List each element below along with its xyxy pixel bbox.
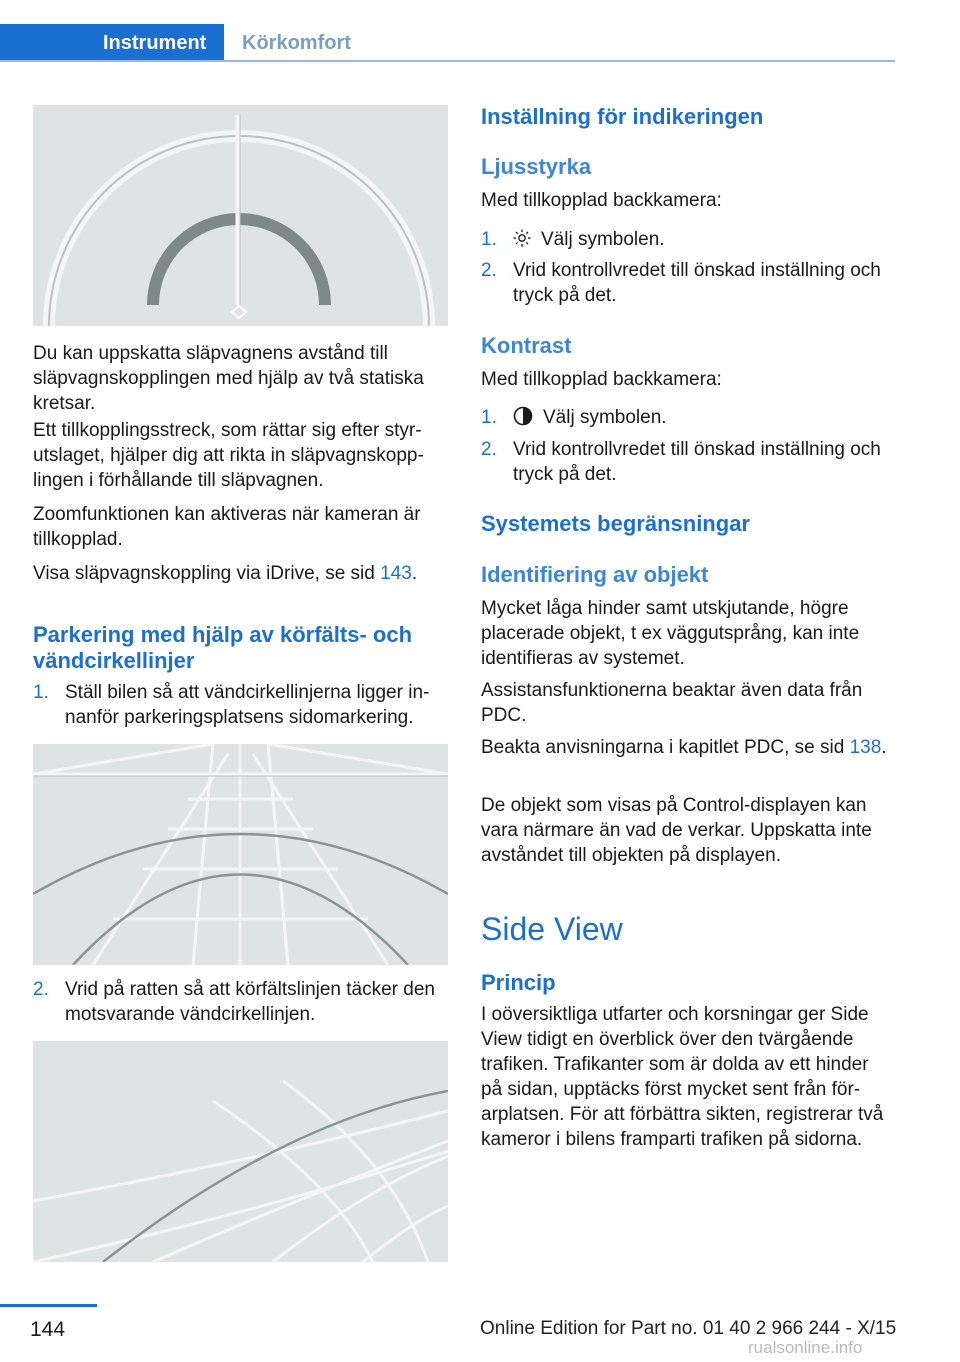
step-number: 1.	[481, 229, 497, 250]
step-text: Välj symbolen.	[541, 229, 665, 250]
paragraph-distance-estimate: Du kan uppskatta släpvagnens avstånd till släpvagnskopplingen med hjälp av två statiska kretsar.	[33, 343, 424, 414]
page-number-bar	[0, 1304, 97, 1307]
link-page-143[interactable]: 143	[380, 563, 412, 584]
step-content	[513, 405, 891, 430]
paragraph-with-camera-2: Med tillkopplad backkamera:	[481, 369, 722, 390]
step-number: 1.	[33, 682, 49, 703]
tab-instrument[interactable]: Instrument	[0, 24, 224, 62]
header-divider	[0, 60, 895, 62]
list-item-brightness-2	[481, 258, 891, 310]
pdc-chapter-period: .	[881, 737, 887, 758]
trailer-coupling-diagram	[33, 105, 448, 326]
idrive-text: Visa släpvagnskoppling via iDrive, se sid	[33, 563, 381, 584]
paragraph-pdc-data: Assistansfunktionerna beaktar även data från PDC.	[481, 680, 863, 726]
paragraph-control-display: De objekt som visas på Control-displayen kan vara närmare än vad de verkar. Uppskatta inte avståndet till objekten på displayen.	[481, 795, 872, 866]
figure-trailer-coupling	[33, 105, 448, 326]
step-text: Ställ bilen så att vändcirkellinjerna ligger innanför parkeringsplatsens sidomarkering.	[65, 682, 430, 728]
heading-system-limits: Systemets begränsningar	[481, 511, 750, 536]
list-item-contrast-2	[481, 437, 891, 489]
watermark: rualsonline.info	[748, 1338, 863, 1357]
heading-parking-lines: Parkering med hjälp av körfälts- och vändcirkellinjer	[33, 622, 413, 673]
list-item-contrast-1	[481, 405, 891, 431]
half-circle-icon	[513, 406, 533, 426]
edition-footer: Online Edition for Part no. 01 40 2 966 244 - X/15	[480, 1318, 897, 1339]
step-text: Vrid kontrollvredet till önskad inställning och tryck på det.	[513, 260, 881, 306]
heading-brightness: Ljusstyrka	[481, 154, 592, 179]
link-page-138[interactable]: 138	[849, 737, 882, 758]
heading-object-identification: Identifiering av objekt	[481, 562, 709, 587]
paragraph-side-view-principle: I oöversiktliga utfarter och korsningar ger Side View tidigt en överblick över den tvärgående trafiken. Trafikanter som är dolda av ett hinder på sidan, upptäcks först mycket sent från förarplatsen. För att förbättra sikten, registrerar två kameror i bilens framparti trafiken på sidorna.	[481, 1004, 884, 1150]
page-header	[0, 24, 895, 62]
list-item-step-1	[33, 680, 448, 732]
tab-korkomfort[interactable]: Körkomfort	[242, 32, 351, 54]
figure-lane-lines	[33, 744, 448, 965]
step-text: Vrid på ratten så att körfältslinjen täcker den motsvarande vändcirkellinjen.	[65, 979, 435, 1025]
paragraph-coupling-line: Ett tillkopplingsstreck, som rättar sig efter styrutslaget, hjälper dig att rikta in släpvagnskopplingen i förhållande till släpvagnen.	[33, 420, 424, 491]
list-item-step-2	[33, 977, 448, 1029]
idrive-period: .	[411, 563, 418, 584]
sun-icon	[513, 229, 531, 247]
step-number: 2.	[481, 260, 497, 281]
step-number: 2.	[33, 979, 49, 1000]
heading-principle: Princip	[481, 970, 556, 995]
turning-circle-diagram	[33, 1041, 448, 1262]
figure-turning-circle	[33, 1041, 448, 1262]
heading-contrast: Kontrast	[481, 333, 572, 358]
page-number: 144	[30, 1318, 66, 1341]
paragraph-low-obstacles: Mycket låga hinder samt utskjutande, högre placerade objekt, t ex väggutsprång, kan inte identifieras av systemet.	[481, 598, 860, 669]
paragraph-idrive	[33, 561, 448, 586]
step-number: 2.	[481, 439, 497, 460]
list-item-brightness-1	[481, 227, 891, 253]
step-text: Vrid kontrollvredet till önskad inställning och tryck på det.	[513, 439, 881, 485]
step-content	[513, 227, 891, 252]
pdc-chapter-text: Beakta anvisningarna i kapitlet PDC, se sid	[481, 737, 850, 758]
step-number: 1.	[481, 407, 497, 428]
paragraph-zoom: Zoomfunktionen kan aktiveras när kameran är tillkopplad.	[33, 504, 421, 550]
step-text: Välj symbolen.	[543, 407, 667, 428]
heading-display-settings: Inställning för indikeringen	[481, 104, 764, 129]
heading-side-view: Side View	[481, 911, 623, 947]
lane-lines-diagram	[33, 744, 448, 965]
paragraph-pdc-chapter	[481, 735, 891, 760]
paragraph-with-camera-1: Med tillkopplad backkamera:	[481, 190, 722, 211]
